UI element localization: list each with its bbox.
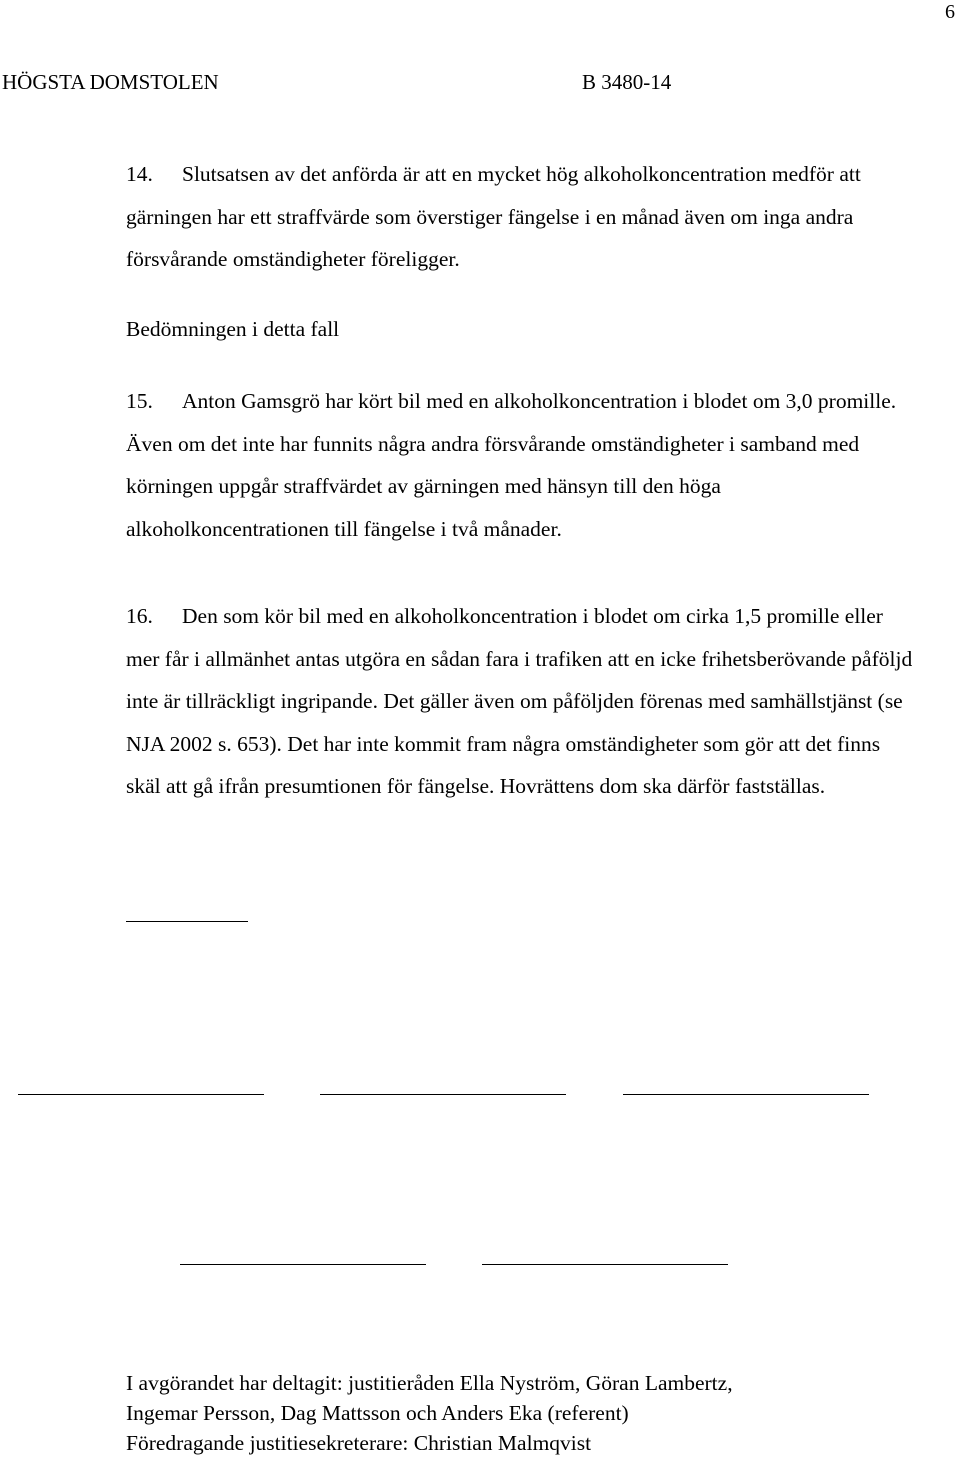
signature-line (18, 1094, 264, 1095)
participants-line-1: I avgörandet har deltagit: justitieråden Ella Nyström, Göran Lambertz, (126, 1371, 733, 1395)
paragraph-number: 14. (126, 162, 153, 186)
paragraph-number: 16. (126, 604, 153, 628)
paragraph-text: Den som kör bil med en alkoholkoncentration i blodet om cirka 1,5 promille eller mer får i allmänhet antas utgöra en sådan fara i trafiken att en icke frihetsberövande påföljd inte är tillräckligt ingripande. Det gäller även om påföljden förenas med samhällstjänst (se NJA 2002 s. 653). Det har inte kommit fram några omständigheter som gör att det finns skäl att gå ifrån presumtionen för fängelse. Hovrättens dom ska därför fastställas. (126, 604, 913, 798)
signature-line (482, 1264, 728, 1265)
paragraph-number: 15. (126, 389, 153, 413)
header-case-number: B 3480-14 (582, 70, 672, 94)
participants-note (126, 1368, 926, 1458)
paragraph-text: Slutsatsen av det anförda är att en mycket hög alkoholkoncentration medför att gärningen har ett straffvärde som överstiger fängelse i en månad även om inga andra försvårande omständigheter föreligger. (126, 162, 861, 271)
paragraph-text: Anton Gamsgrö har kört bil med en alkoholkoncentration i blodet om 3,0 promille. Även om det inte har funnits några andra försvårande omständigheter i samband med körningen uppgår straffvärdet av gärningen med hänsyn till den höga alkoholkoncentrationen till fängelse i två månader. (126, 389, 897, 541)
section-subheading: Bedömningen i detta fall (126, 317, 340, 341)
referendary-line: Föredragande justitiesekreterare: Christian Malmqvist (126, 1431, 592, 1455)
signature-line (180, 1264, 426, 1265)
participants-line-2: Ingemar Persson, Dag Mattsson och Anders Eka (referent) (126, 1401, 629, 1425)
paragraph-16 (126, 595, 916, 808)
signature-line (320, 1094, 566, 1095)
page-number: 6 (945, 1, 955, 23)
end-of-judgment-rule (126, 921, 248, 922)
signature-line (623, 1094, 869, 1095)
paragraph-15 (126, 380, 916, 550)
paragraph-14 (126, 153, 916, 281)
header-court-name: HÖGSTA DOMSTOLEN (2, 70, 219, 94)
